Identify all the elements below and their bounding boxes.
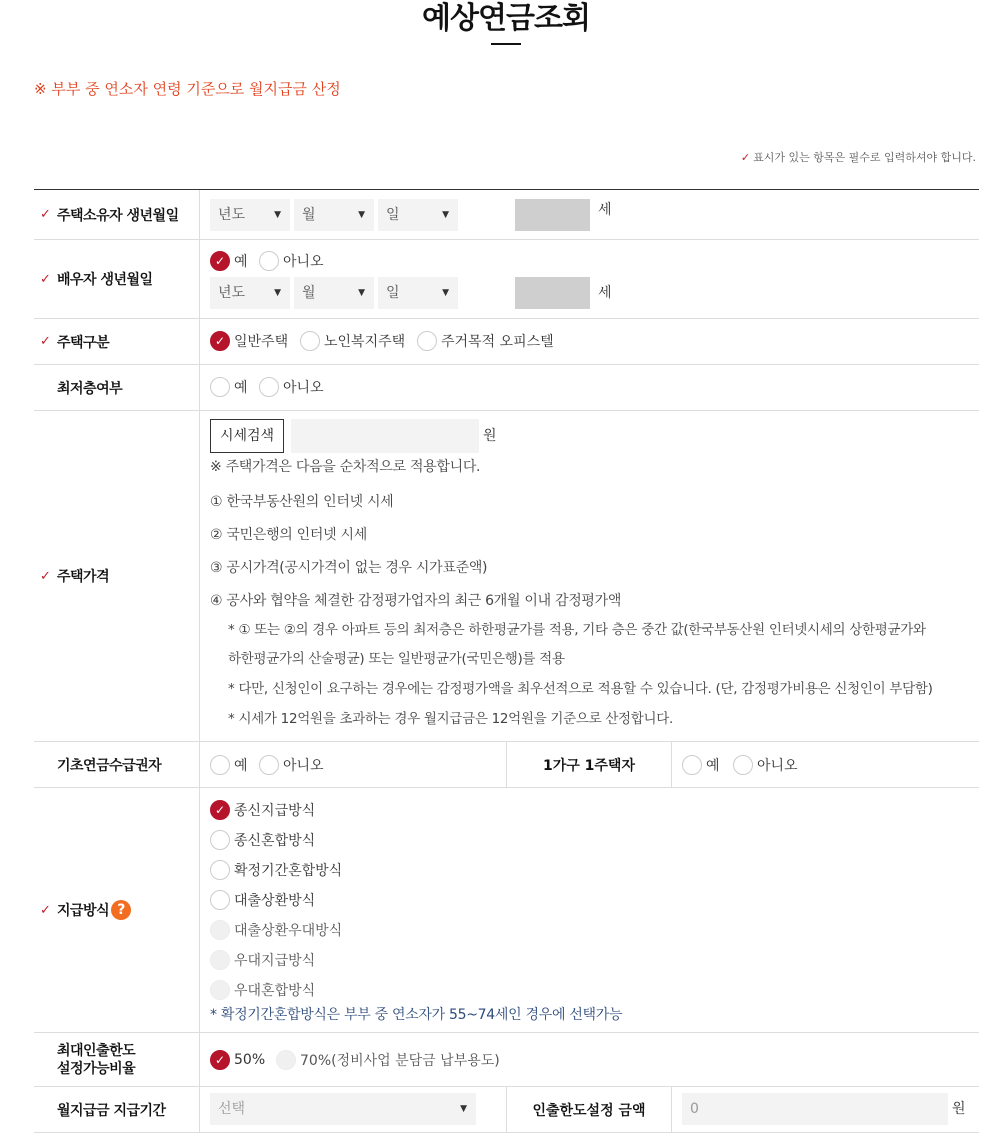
lowest-floor-no-radio[interactable]	[259, 376, 324, 398]
radio-circle-icon	[210, 377, 230, 397]
radio-circle-icon	[210, 950, 230, 970]
spouse-yes-label: 예	[234, 254, 248, 270]
row-basic-pension	[34, 742, 979, 788]
payment-method-label-text: 지급방식	[57, 903, 110, 919]
payment-method-option-6[interactable]	[210, 949, 315, 971]
house-price-input[interactable]	[291, 419, 479, 453]
radio-circle-icon	[733, 755, 753, 775]
spouse-age-box	[515, 277, 590, 309]
lowest-floor-yes-radio[interactable]	[210, 376, 248, 398]
owner-month-value: 월	[302, 207, 316, 223]
basic-pension-no-radio[interactable]	[259, 754, 324, 776]
max-ratio-70-radio[interactable]	[276, 1049, 500, 1071]
one-house-no-label: 아니오	[757, 758, 798, 774]
house-type-senior-radio[interactable]	[300, 330, 405, 352]
check-icon: ✓	[210, 331, 230, 351]
radio-circle-icon	[210, 920, 230, 940]
spouse-yes-radio[interactable]	[210, 250, 248, 272]
spouse-birth-label-text: 배우자 생년월일	[57, 272, 153, 288]
spouse-no-label: 아니오	[283, 254, 324, 270]
check-icon: ✓	[740, 151, 751, 164]
row-house-price	[34, 411, 979, 742]
owner-birth-label-text: 주택소유자 생년월일	[57, 207, 179, 224]
max-ratio-50-radio[interactable]	[210, 1049, 265, 1071]
owner-age-box	[515, 199, 590, 231]
row-lowest-floor	[34, 365, 979, 411]
lowest-floor-yes-label: 예	[234, 380, 248, 396]
check-icon: ✓	[210, 1050, 230, 1070]
withdraw-amount-unit: 원	[952, 1101, 966, 1117]
basic-pension-label: 기초연금수급권자	[34, 742, 200, 787]
payment-method-note: * 확정기간혼합방식은 부부 중 연소자가 55~74세인 경우에 선택가능	[210, 1007, 623, 1023]
payment-method-option-1[interactable]	[210, 799, 315, 821]
owner-year-select[interactable]	[210, 199, 290, 231]
check-icon: ✓	[210, 251, 230, 271]
owner-birth-label	[34, 190, 200, 239]
price-info-note-3: * 시세가 12억원을 초과하는 경우 월지급금은 12억원을 기준으로 산정합니다.	[228, 711, 674, 727]
price-info-note-1: * ① 또는 ②의 경우 아파트 등의 최저층은 하한평균가를 적용, 기타 층은 중간 값(한국부동산원 인터넷시세의 상한평균가와	[228, 622, 926, 638]
payment-method-option-label: 우대지급방식	[234, 953, 316, 969]
max-ratio-label-line2: 설정가능비율	[57, 1060, 136, 1077]
basic-pension-no-label: 아니오	[283, 758, 324, 774]
house-price-label	[34, 411, 200, 741]
radio-circle-icon	[210, 890, 230, 910]
payment-method-option-label: 우대혼합방식	[234, 983, 316, 999]
payment-method-option-label: 종신혼합방식	[234, 833, 316, 849]
radio-circle-icon	[259, 377, 279, 397]
payment-period-select[interactable]	[210, 1093, 476, 1125]
row-max-ratio	[34, 1033, 979, 1087]
radio-circle-icon	[210, 755, 230, 775]
one-house-yes-label: 예	[706, 758, 720, 774]
payment-method-option-label: 종신지급방식	[234, 803, 316, 819]
spouse-year-select[interactable]	[210, 277, 290, 309]
required-note	[741, 150, 976, 166]
row-spouse-birth	[34, 240, 979, 319]
radio-circle-icon	[276, 1050, 296, 1070]
price-info-item-1: ① 한국부동산원의 인터넷 시세	[210, 494, 394, 510]
price-info-note-2: * 다만, 신청인이 요구하는 경우에는 감정평가액을 최우선적으로 적용할 수 있습니다. (단, 감정평가비용은 신청인이 부담함)	[228, 681, 933, 697]
payment-method-option-3[interactable]	[210, 859, 342, 881]
max-ratio-label-line1: 최대인출한도	[57, 1042, 136, 1059]
row-house-type	[34, 319, 979, 365]
basic-pension-yes-label: 예	[234, 758, 248, 774]
spouse-no-radio[interactable]	[259, 250, 324, 272]
max-ratio-50-label: 50%	[234, 1052, 266, 1068]
withdraw-amount-label: 인출한도설정 금액	[506, 1087, 672, 1132]
spouse-month-value: 월	[302, 285, 316, 301]
house-type-label	[34, 319, 200, 364]
withdraw-amount-input[interactable]: 0	[682, 1093, 948, 1125]
dropdown-arrow-icon: ▼	[358, 288, 365, 298]
lowest-floor-no-label: 아니오	[283, 380, 324, 396]
dropdown-arrow-icon: ▼	[274, 288, 281, 298]
max-ratio-label	[34, 1033, 200, 1086]
required-check-icon: ✓	[40, 207, 51, 222]
radio-circle-icon	[259, 251, 279, 271]
owner-day-select[interactable]	[378, 199, 458, 231]
payment-method-option-2[interactable]	[210, 829, 315, 851]
payment-method-option-5[interactable]	[210, 919, 342, 941]
owner-month-select[interactable]	[294, 199, 374, 231]
price-search-button[interactable]: 시세검색	[210, 419, 284, 453]
dropdown-arrow-icon: ▼	[442, 210, 449, 220]
row-payment-method	[34, 788, 979, 1033]
radio-circle-icon	[300, 331, 320, 351]
pension-form	[34, 189, 979, 1133]
payment-method-option-label: 확정기간혼합방식	[234, 863, 343, 879]
one-house-no-radio[interactable]	[733, 754, 798, 776]
house-type-general-label: 일반주택	[234, 334, 289, 350]
dropdown-arrow-icon: ▼	[442, 288, 449, 298]
spouse-month-select[interactable]	[294, 277, 374, 309]
payment-period-value: 선택	[218, 1101, 246, 1117]
payment-method-label	[34, 788, 200, 1032]
radio-circle-icon	[210, 860, 230, 880]
max-ratio-70-label: 70%(정비사업 분담금 납부용도)	[300, 1053, 500, 1069]
required-check-icon: ✓	[40, 334, 51, 349]
help-icon[interactable]: ?	[111, 900, 131, 920]
spouse-year-value: 년도	[218, 285, 246, 301]
price-info-item-4: ④ 공사와 협약을 체결한 감정평가업자의 최근 6개월 이내 감정평가액	[210, 593, 622, 609]
row-owner-birth	[34, 190, 979, 240]
basic-pension-yes-radio[interactable]	[210, 754, 248, 776]
payment-method-option-label: 대출상환우대방식	[234, 923, 343, 939]
radio-circle-icon	[682, 755, 702, 775]
price-info-item-3: ③ 공시가격(공시가격이 없는 경우 시가표준액)	[210, 560, 488, 576]
required-check-icon: ✓	[40, 271, 51, 287]
required-check-icon: ✓	[40, 902, 51, 918]
dropdown-arrow-icon: ▼	[358, 210, 365, 220]
payment-method-option-7[interactable]	[210, 979, 315, 1001]
radio-circle-icon	[210, 980, 230, 1000]
required-check-icon: ✓	[40, 568, 51, 584]
payment-period-label: 월지급금 지급기간	[34, 1087, 200, 1132]
required-note-text: 표시가 있는 항목은 필수로 입력하셔야 합니다.	[753, 151, 976, 164]
house-price-label-text: 주택가격	[57, 569, 110, 585]
spouse-day-select[interactable]	[378, 277, 458, 309]
price-info-note-1-cont: 하한평균가의 산술평균) 또는 일반평균가(국민은행)를 적용	[228, 651, 565, 667]
one-house-label: 1가구 1주택자	[506, 742, 672, 787]
dropdown-arrow-icon: ▼	[460, 1104, 467, 1114]
spouse-day-value: 일	[386, 285, 400, 301]
house-price-unit: 원	[483, 428, 497, 444]
price-info-heading: ※ 주택가격은 다음을 순차적으로 적용합니다.	[210, 459, 481, 475]
owner-year-value: 년도	[218, 207, 246, 223]
row-payment-period	[34, 1087, 979, 1133]
dropdown-arrow-icon: ▼	[274, 210, 281, 220]
spouse-birth-label	[34, 240, 200, 318]
check-icon: ✓	[210, 800, 230, 820]
page-title: 예상연금조회	[422, 1, 590, 36]
house-type-officetel-label: 주거목적 오피스텔	[441, 334, 554, 350]
payment-method-option-label: 대출상환방식	[234, 893, 316, 909]
lowest-floor-label: 최저층여부	[34, 365, 200, 410]
house-type-general-radio[interactable]	[210, 330, 288, 352]
price-info-item-2: ② 국민은행의 인터넷 시세	[210, 527, 367, 543]
house-type-label-text: 주택구분	[57, 334, 110, 351]
house-type-officetel-radio[interactable]	[417, 330, 554, 352]
owner-age-unit: 세	[598, 202, 612, 218]
owner-day-value: 일	[386, 207, 400, 223]
spouse-age-unit: 세	[598, 285, 612, 301]
title-underline	[491, 43, 521, 45]
payment-method-option-4[interactable]	[210, 889, 315, 911]
radio-circle-icon	[259, 755, 279, 775]
notice-text: ※ 부부 중 연소자 연령 기준으로 월지급금 산정	[34, 80, 341, 98]
radio-circle-icon	[210, 830, 230, 850]
one-house-yes-radio[interactable]	[682, 754, 720, 776]
house-type-senior-label: 노인복지주택	[324, 334, 406, 350]
radio-circle-icon	[417, 331, 437, 351]
